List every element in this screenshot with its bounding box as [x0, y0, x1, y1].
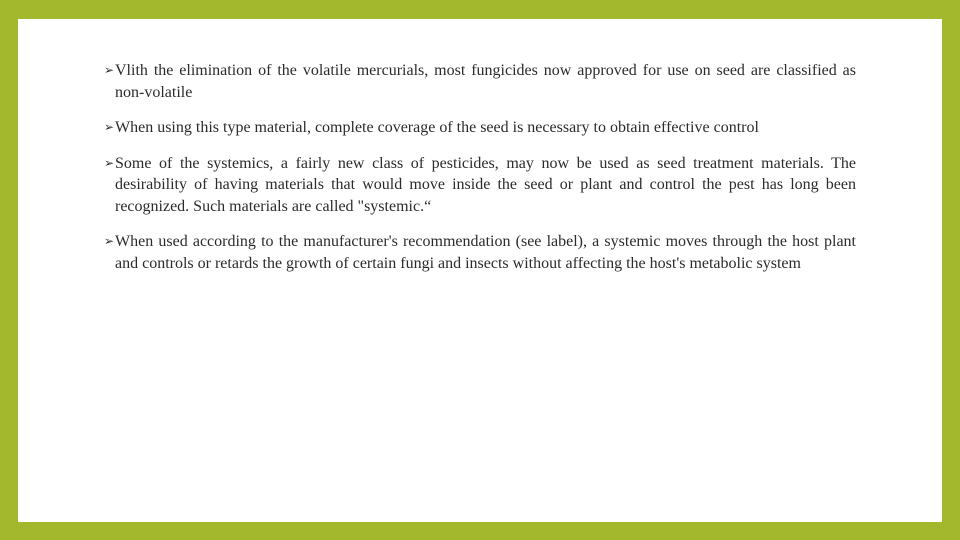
- bullet-list: [104, 60, 856, 288]
- bullet-item: [104, 231, 856, 274]
- bullet-item: [104, 60, 856, 103]
- arrowhead-bullet-icon: ➢: [104, 120, 115, 134]
- bullet-item: [104, 117, 856, 139]
- arrowhead-bullet-icon: ➢: [104, 63, 115, 77]
- bullet-text: When used according to the manufacturer's recommendation (see label), a systemic moves through the host plant and controls or retards the growth of certain fungi and insects without affecting the host's metabolic system: [115, 233, 856, 272]
- bullet-text: When using this type material, complete coverage of the seed is necessary to obtain effective control: [115, 119, 759, 136]
- arrowhead-bullet-icon: ➢: [104, 155, 115, 170]
- bullet-text: Some of the systemics, a fairly new class of pesticides, may now be used as seed treatment materials. The desirability of having materials that would move inside the seed or plant and control the pest has long been recognized. Such materials are called "systemic.“: [115, 154, 856, 215]
- arrowhead-bullet-icon: ➢: [104, 234, 115, 248]
- bullet-text: Vlith the elimination of the volatile mercurials, most fungicides now approved for use on seed are classified as non-volatile: [115, 62, 856, 101]
- bullet-item: [104, 153, 856, 218]
